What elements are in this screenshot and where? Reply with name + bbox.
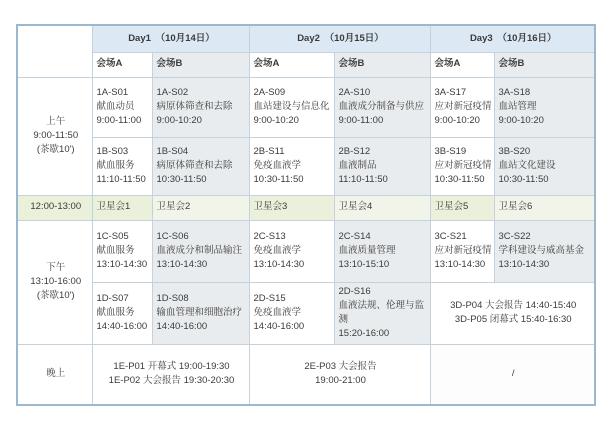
session-cell: 3B-S19 应对新冠疫情 10:30-11:50 xyxy=(430,137,494,195)
time-label: 上午 9:00-11:50 (茶歇10') xyxy=(17,77,92,195)
session-cell: 1A-S02 病原体筛查和去除 9:00-10:20 xyxy=(152,77,249,137)
time-label: 下午 13:10-16:00 (茶歇10') xyxy=(17,220,92,344)
session-cell: 3A-S18 血站管理 9:00-10:20 xyxy=(494,77,595,137)
session-cell: 1D-S07 献血服务 14:40-16:00 xyxy=(92,282,152,344)
venue-header: 会场B xyxy=(152,52,249,77)
venue-header: 会场B xyxy=(334,52,430,77)
session-cell: 2A-S09 血站建设与信息化 9:00-10:20 xyxy=(249,77,334,137)
day-header: Day3 （10月16日） xyxy=(430,25,595,52)
session-cell: 1C-S05 献血服务 13:10-14:30 xyxy=(92,220,152,282)
session-cell: 3A-S17 应对新冠疫情 9:00-10:20 xyxy=(430,77,494,137)
time-label: 晚上 xyxy=(17,344,92,405)
satellite-cell: 卫星会5 xyxy=(430,195,494,220)
satellite-cell: 卫星会6 xyxy=(494,195,595,220)
session-cell: 2A-S10 血液成分制备与供应 9:00-11:00 xyxy=(334,77,430,137)
session-cell: 1A-S01 献血动员 9:00-11:00 xyxy=(92,77,152,137)
plenary-cell: 3D-P04 大会报告 14:40-15:40 3D-P05 闭幕式 15:40-16:30 xyxy=(430,282,595,344)
session-cell: 2D-S15 免疫血液学 14:40-16:00 xyxy=(249,282,334,344)
session-cell: 3C-S22 学科建设与威高基金 13:10-14:30 xyxy=(494,220,595,282)
day-header: Day1 （10月14日） xyxy=(92,25,249,52)
schedule-table xyxy=(16,24,596,406)
session-cell: 2C-S13 免疫血液学 13:10-14:30 xyxy=(249,220,334,282)
session-cell: 1B-S04 病原体筛查和去除 10:30-11:50 xyxy=(152,137,249,195)
plenary-cell: 1E-P01 开幕式 19:00-19:30 1E-P02 大会报告 19:30-20:30 xyxy=(92,344,249,405)
day-header: Day2 （10月15日） xyxy=(249,25,430,52)
venue-header: 会场A xyxy=(92,52,152,77)
session-cell: 2B-S12 血液制品 11:10-11:50 xyxy=(334,137,430,195)
venue-header: 会场A xyxy=(249,52,334,77)
satellite-cell: 卫星会1 xyxy=(92,195,152,220)
venue-header: 会场B xyxy=(494,52,595,77)
satellite-cell: 卫星会3 xyxy=(249,195,334,220)
session-cell: 2C-S14 血液质量管理 13:10-15:10 xyxy=(334,220,430,282)
corner-cell xyxy=(17,25,92,77)
session-cell: 2B-S11 免疫血液学 10:30-11:50 xyxy=(249,137,334,195)
session-cell: 1D-S08 输血管理和细胞治疗 14:40-16:00 xyxy=(152,282,249,344)
plenary-cell: 2E-P03 大会报告 19:00-21:00 xyxy=(249,344,430,405)
satellite-cell: 卫星会4 xyxy=(334,195,430,220)
session-cell: 2D-S16 血液法规、伦理与监测 15:20-16:00 xyxy=(334,282,430,344)
venue-header: 会场A xyxy=(430,52,494,77)
empty-cell: / xyxy=(430,344,595,405)
satellite-cell: 卫星会2 xyxy=(152,195,249,220)
session-cell: 3B-S20 血站文化建设 10:30-11:50 xyxy=(494,137,595,195)
session-cell: 1B-S03 献血服务 11:10-11:50 xyxy=(92,137,152,195)
session-cell: 3C-S21 应对新冠疫情 13:10-14:30 xyxy=(430,220,494,282)
session-cell: 1C-S06 血液成分和制品输注 13:10-14:30 xyxy=(152,220,249,282)
time-label: 12:00-13:00 xyxy=(17,195,92,220)
